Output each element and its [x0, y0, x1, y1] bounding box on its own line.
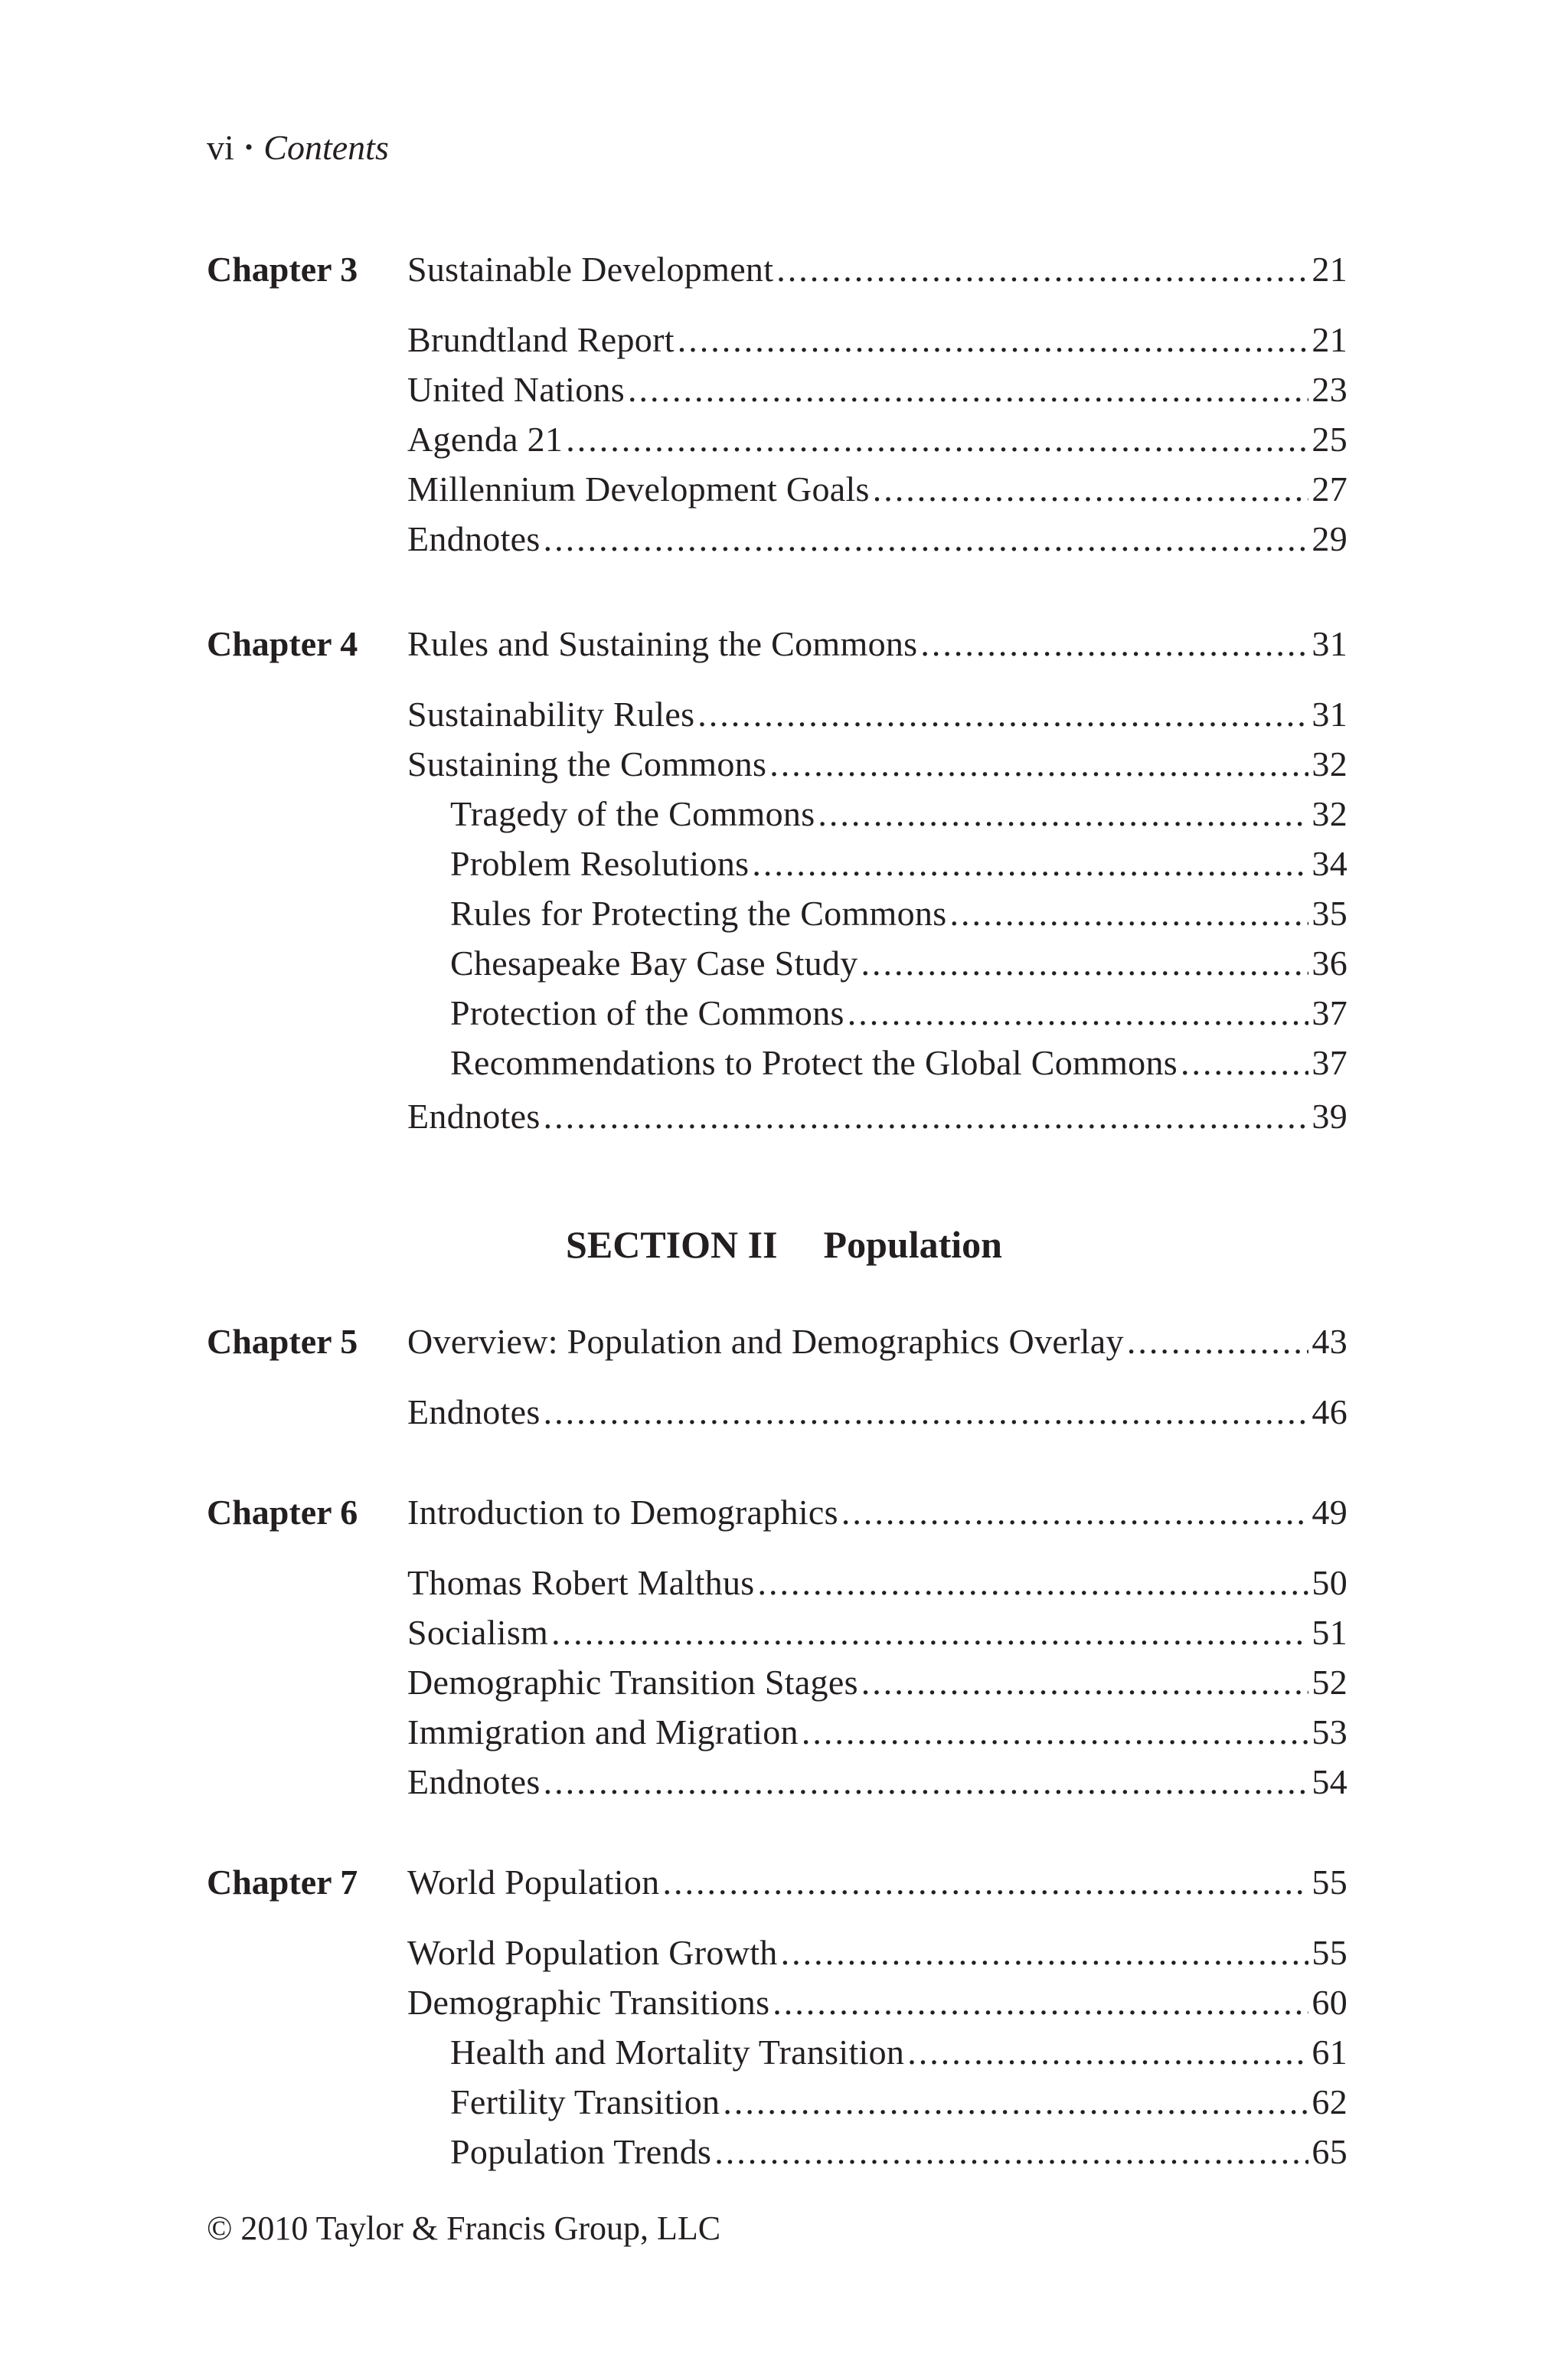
leader-dots [861, 940, 1309, 986]
entry-title: Agenda 21 [407, 420, 564, 459]
toc-entry[interactable] [407, 1610, 1348, 1656]
entry-page: 52 [1312, 1663, 1348, 1702]
leader-dots [907, 2029, 1308, 2075]
toc-subentry[interactable] [450, 940, 1348, 986]
toc-subentry[interactable] [450, 2029, 1348, 2075]
running-header [207, 130, 389, 165]
entry-page: 62 [1312, 2082, 1348, 2121]
entry-page: 39 [1312, 1097, 1348, 1136]
toc-entry[interactable] [407, 1759, 1348, 1805]
toc-entry[interactable] [407, 692, 1348, 738]
chapter-7-label: Chapter 7 [207, 1863, 358, 1902]
entry-title: World Population Growth [407, 1933, 778, 1972]
leader-dots [773, 1980, 1308, 2026]
entry-page: 27 [1312, 469, 1348, 509]
leader-dots [802, 1709, 1309, 1755]
header-page-number: vi [207, 128, 234, 167]
chapter-6-title-line[interactable] [407, 1490, 1348, 1536]
chapter-3-label: Chapter 3 [207, 250, 358, 289]
chapter-5-title: Overview: Population and Demographics Overlay [407, 1322, 1124, 1361]
leader-dots [714, 2129, 1308, 2175]
leader-dots [752, 841, 1308, 887]
chapter-4-title-line[interactable] [407, 621, 1348, 667]
leader-dots [544, 1389, 1309, 1435]
header-bullet: • [244, 135, 253, 160]
leader-dots [544, 516, 1309, 562]
toc-entry[interactable] [407, 1660, 1348, 1706]
toc-entry[interactable] [407, 516, 1348, 562]
header-title: Contents [263, 128, 389, 167]
entry-page: 60 [1312, 1983, 1348, 2022]
leader-dots [776, 247, 1308, 293]
entry-page: 46 [1312, 1392, 1348, 1431]
leader-dots [551, 1610, 1308, 1656]
leader-dots [544, 1094, 1309, 1140]
chapter-7-page: 55 [1312, 1863, 1348, 1902]
toc-entry[interactable] [407, 417, 1348, 463]
entry-title: Brundtland Report [407, 320, 675, 359]
entry-title: Socialism [407, 1613, 549, 1652]
toc-entry[interactable] [407, 1389, 1348, 1435]
chapter-6-page: 49 [1312, 1493, 1348, 1532]
entry-page: 51 [1312, 1613, 1348, 1652]
entry-page: 32 [1312, 794, 1348, 833]
entry-title: Demographic Transitions [407, 1983, 770, 2022]
toc-subentry[interactable] [450, 841, 1348, 887]
toc-entry[interactable] [407, 741, 1348, 787]
toc-subentry[interactable] [450, 990, 1348, 1036]
toc-entry[interactable] [407, 1094, 1348, 1140]
copyright-footer: © 2010 Taylor & Francis Group, LLC [207, 2209, 721, 2247]
leader-dots [769, 741, 1308, 787]
toc-entry[interactable] [407, 317, 1348, 363]
entry-page: 35 [1312, 894, 1348, 933]
entry-page: 55 [1312, 1933, 1348, 1972]
leader-dots [873, 466, 1309, 512]
entry-title: Rules for Protecting the Commons [450, 894, 947, 933]
entry-title: Endnotes [407, 1762, 541, 1801]
leader-dots [757, 1560, 1308, 1606]
chapter-3-title: Sustainable Development [407, 250, 774, 289]
toc-entry[interactable] [407, 1980, 1348, 2026]
entry-title: Endnotes [407, 1392, 541, 1431]
chapter-3-page: 21 [1312, 250, 1348, 289]
chapter-4-title: Rules and Sustaining the Commons [407, 624, 918, 663]
leader-dots [841, 1490, 1309, 1536]
entry-page: 37 [1312, 1043, 1348, 1082]
entry-title: Sustaining the Commons [407, 744, 767, 783]
entry-page: 32 [1312, 744, 1348, 783]
toc-entry[interactable] [407, 1709, 1348, 1755]
leader-dots [1181, 1040, 1308, 1086]
entry-page: 50 [1312, 1563, 1348, 1602]
entry-title: Health and Mortality Transition [450, 2033, 905, 2072]
entry-title: Demographic Transition Stages [407, 1663, 858, 1702]
leader-dots [848, 990, 1309, 1036]
chapter-7-title-line[interactable] [407, 1859, 1348, 1905]
leader-dots [566, 417, 1308, 463]
chapter-5-page: 43 [1312, 1322, 1348, 1361]
chapter-7-title: World Population [407, 1863, 660, 1902]
leader-dots [861, 1660, 1309, 1706]
section-number: SECTION II [566, 1223, 778, 1266]
leader-dots [628, 367, 1308, 413]
toc-subentry[interactable] [450, 1040, 1348, 1086]
section-title: Population [823, 1223, 1002, 1266]
entry-page: 65 [1312, 2132, 1348, 2171]
entry-title: Millennium Development Goals [407, 469, 870, 509]
toc-subentry[interactable] [450, 891, 1348, 937]
toc-entry[interactable] [407, 367, 1348, 413]
entry-title: Tragedy of the Commons [450, 794, 815, 833]
entry-title: Immigration and Migration [407, 1712, 799, 1751]
entry-page: 23 [1312, 370, 1348, 409]
chapter-6-title: Introduction to Demographics [407, 1493, 838, 1532]
toc-subentry[interactable] [450, 2129, 1348, 2175]
entry-page: 29 [1312, 519, 1348, 558]
leader-dots [920, 621, 1308, 667]
chapter-5-label: Chapter 5 [207, 1322, 358, 1361]
entry-page: 54 [1312, 1762, 1348, 1801]
leader-dots [949, 891, 1308, 937]
entry-title: United Nations [407, 370, 625, 409]
chapter-5-title-line[interactable] [407, 1319, 1348, 1365]
entry-page: 25 [1312, 420, 1348, 459]
entry-title: Chesapeake Bay Case Study [450, 944, 858, 983]
entry-title: Endnotes [407, 519, 541, 558]
entry-title: Population Trends [450, 2132, 712, 2171]
leader-dots [662, 1859, 1308, 1905]
entry-page: 36 [1312, 944, 1348, 983]
section-heading [0, 1222, 1568, 1267]
entry-page: 21 [1312, 320, 1348, 359]
entry-title: Problem Resolutions [450, 844, 750, 883]
leader-dots [781, 1930, 1309, 1976]
leader-dots [697, 692, 1308, 738]
entry-page: 34 [1312, 844, 1348, 883]
chapter-4-label: Chapter 4 [207, 624, 358, 663]
leader-dots [1127, 1319, 1309, 1365]
leader-dots [678, 317, 1309, 363]
entry-page: 37 [1312, 993, 1348, 1032]
chapter-4-page: 31 [1312, 624, 1348, 663]
chapter-6-label: Chapter 6 [207, 1493, 358, 1532]
toc-entry[interactable] [407, 466, 1348, 512]
toc-entry[interactable] [407, 1560, 1348, 1606]
entry-title: Sustainability Rules [407, 695, 695, 734]
leader-dots [818, 791, 1308, 837]
entry-page: 31 [1312, 695, 1348, 734]
leader-dots [544, 1759, 1309, 1805]
toc-subentry[interactable] [450, 2079, 1348, 2125]
entry-title: Recommendations to Protect the Global Commons [450, 1043, 1178, 1082]
chapter-3-title-line[interactable] [407, 247, 1348, 293]
entry-title: Protection of the Commons [450, 993, 844, 1032]
entry-page: 61 [1312, 2033, 1348, 2072]
entry-title: Fertility Transition [450, 2082, 720, 2121]
toc-subentry[interactable] [450, 791, 1348, 837]
toc-entry[interactable] [407, 1930, 1348, 1976]
entry-title: Thomas Robert Malthus [407, 1563, 755, 1602]
leader-dots [723, 2079, 1308, 2125]
entry-title: Endnotes [407, 1097, 541, 1136]
entry-page: 53 [1312, 1712, 1348, 1751]
